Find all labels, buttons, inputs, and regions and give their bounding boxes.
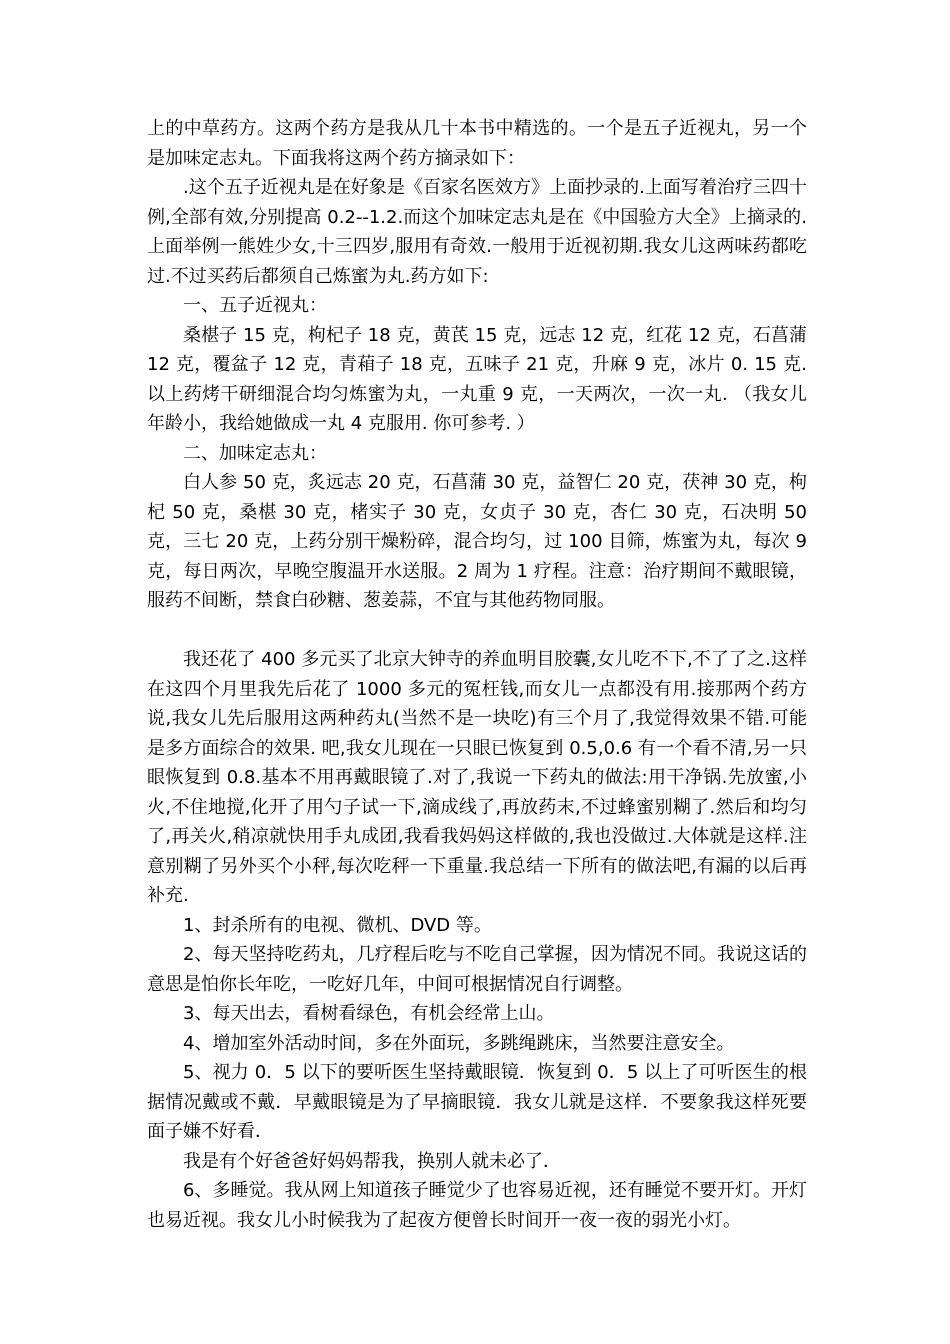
heading-wuzi-pill: 一、五子近视丸： xyxy=(183,295,327,316)
heading-dingzhi-pill: 二、加味定志丸： xyxy=(183,442,327,464)
list-item-2: 2、每天坚持吃药丸，几疗程后吃与不吃自己掌握，因为情况不同。我说这话的意思是怕你长年吃，一吃好几年，中间可根据情况自行调整。 xyxy=(147,944,807,995)
paragraph-dingzhi-recipe: 白人参 50 克，炙远志 20 克，石菖蒲 30 克，益智仁 20 克，茯神 30 克，枸杞 50 克，桑椹 30 克，楮实子 30 克，女贞子 30 克，杏仁 30 克，石决明 50 克，三七 20 克，上药分别干燥粉碎，混合均匀，过 100 目筛，炼蜜为丸，每次 9 克，每日两次，早晚空腹温开水送服。2 周为 1 疗程。注意：治疗期间不戴眼镜，服药不间断，禁食白砂糖、葱姜蒜，不宜与其他药物同服。 xyxy=(147,472,807,611)
list-item-6: 6、多睡觉。我从网上知道孩子睡觉少了也容易近视，还有睡觉不要开灯。开灯也易近视。我女儿小时候我为了起夜方便曾长时间开一夜一夜的弱光小灯。 xyxy=(147,1180,807,1231)
list-item-5: 5、视力 0．5 以下的要听医生坚持戴眼镜．恢复到 0．5 以上了可听医生的根据情况戴或不戴．早戴眼镜是为了早摘眼镜．我女儿就是这样．不要象我这样死要面子嫌不好看． xyxy=(147,1062,807,1142)
paragraph-experience: 我还花了 400 多元买了北京大钟寺的养血明目胶囊,女儿吃不下,不了了之.这样在这四个月里我先后花了 1000 多元的冤枉钱,而女儿一点都没有用.接那两个药方说,我女儿先后服用这两种药丸(当然不是一块吃)有三个月了,我觉得效果不错.可能是多方面综合的效果. 吧,我女儿现在一只眼已恢复到 0.5,0.6 有一个看不清,另一只眼恢复到 0.8.基本不用再戴眼镜了.对了,我说一下药丸的做法:用干净锅.先放蜜,小火,不住地搅,化开了用勺子试一下,滴成线了,再放药末,不过蜂蜜别糊了.然后和均匀了,再关火,稍凉就快用手丸成团,我看我妈妈这样做的,我也没做过.大体就是这样.注意别糊了另外买个小秤,每次吃秤一下重量.我总结一下所有的做法吧,有漏的以后再补充. xyxy=(147,649,807,906)
list-item-4: 4、增加室外活动时间，多在外面玩，多跳绳跳床，当然要注意安全。 xyxy=(183,1032,735,1054)
paragraph-intro: 上的中草药方。这两个药方是我从几十本书中精选的。一个是五子近视丸，另一个是加味定志丸。下面我将这两个药方摘录如下： xyxy=(147,118,807,169)
list-item-1: 1、封杀所有的电视、微机、DVD 等。 xyxy=(183,914,492,936)
document-body xyxy=(147,114,807,1235)
paragraph-source: .这个五子近视丸是在好象是《百家名医效方》上面抄录的.上面写着治疗三四十例,全部有效,分别提高 0.2--1.2.而这个加味定志丸是在《中国验方大全》上摘录的.上面举例一熊姓少女,十三四岁,服用有奇效.一般用于近视初期.我女儿这两味药都吃过.不过买药后都须自己炼蜜为丸.药方如下: xyxy=(147,177,807,287)
paragraph-wuzi-recipe: 桑椹子 15 克，枸杞子 18 克，黄芪 15 克，远志 12 克，红花 12 克，石菖蒲 12 克，覆盆子 12 克，青葙子 18 克，五味子 21 克，升麻 9 克，冰片 0. 15 克. 以上药烤干研细混合均匀炼蜜为丸，一丸重 9 克，一天两次，一次一丸. （我女儿年龄小，我给她做成一丸 4 克服用. 你可参考. ） xyxy=(147,324,807,434)
paragraph-family-note: 我是有个好爸爸好妈妈帮我，换别人就未必了． xyxy=(183,1150,561,1172)
list-item-3: 3、每天出去，看树看绿色，有机会经常上山。 xyxy=(183,1003,555,1024)
